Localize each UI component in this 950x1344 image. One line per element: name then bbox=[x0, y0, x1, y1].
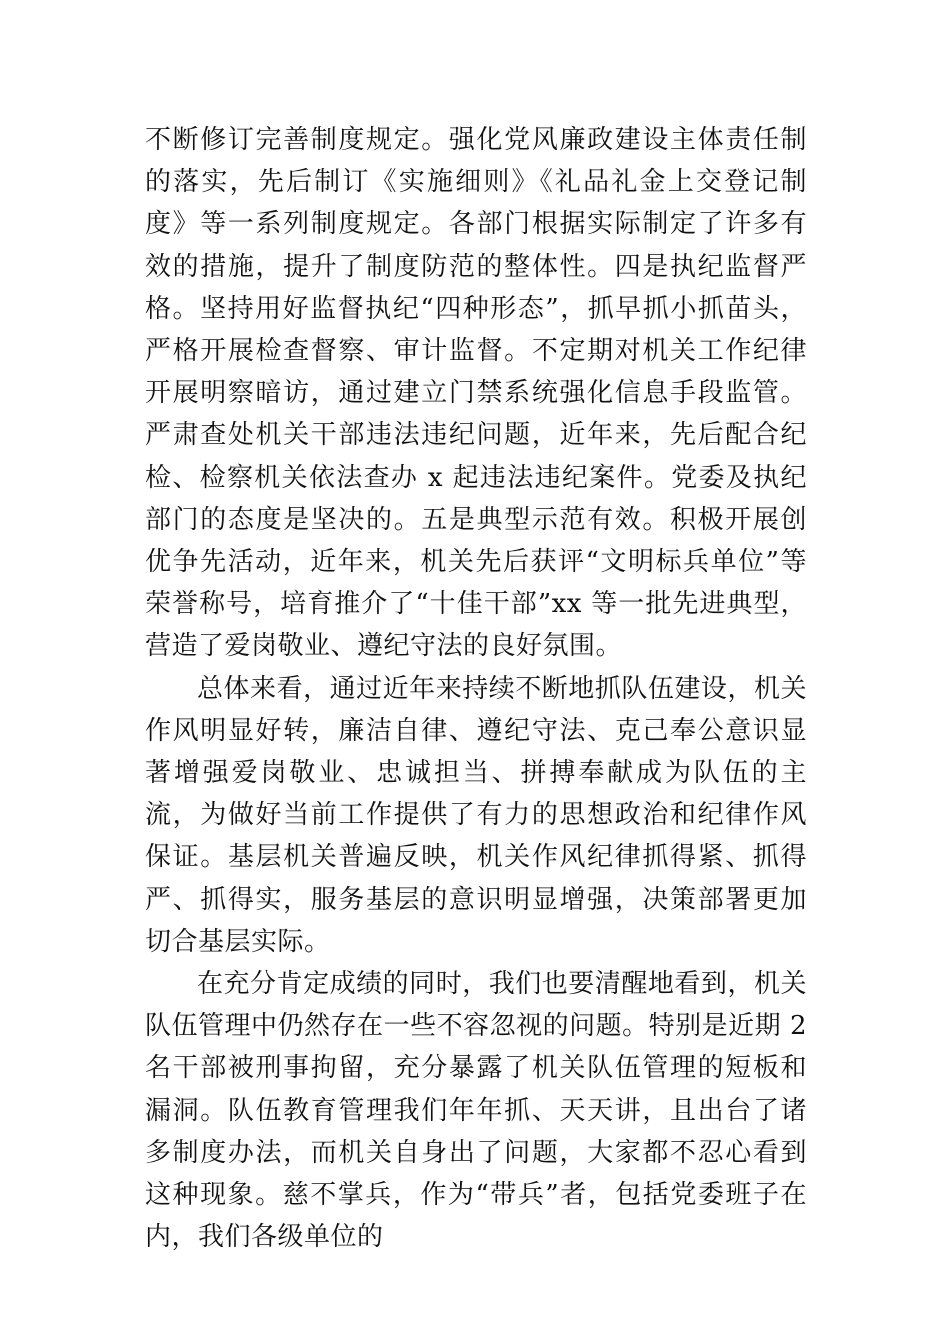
paragraph-2: 总体来看，通过近年来持续不断地抓队伍建设，机关作风明显好转，廉洁自律、遵纪守法、克己奉公意识显著增强爱岗敬业、忠诚担当、拼搏奉献成为队伍的主流，为做好当前工作提供了有力的思想政治和纪律作风保证。基层机关普遍反映，机关作风纪律抓得紧、抓得严、抓得实，服务基层的意识明显增强，决策部署更加切合基层实际。 bbox=[145, 673, 807, 957]
paragraph-1: 不断修订完善制度规定。强化党风廉政建设主体责任制的落实，先后制订《实施细则》《礼品礼金上交登记制度》等一系列制度规定。各部门根据实际制定了许多有效的措施，提升了制度防范的整体性。四是执纪监督严格。坚持用好监督执纪“四种形态”，抓早抓小抓苗头，严格开展检查督察、审计监督。不定期对机关工作纪律开展明察暗访，通过建立门禁系统强化信息手段监管。严肃查处机关干部违法违纪问题，近年来，先后配合纪检、检察机关依法查办 x 起违法违纪案件。党委及执纪部门的态度是坚决的。五是典型示范有效。积极开展创优争先活动，近年来，机关先后获评“文明标兵单位”等荣誉称号，培育推介了“十佳干部”xx 等一批先进典型，营造了爱岗敬业、遵纪守法的良好氛围。 bbox=[145, 125, 807, 662]
body-text bbox=[145, 119, 807, 1258]
paragraph-3: 在充分肯定成绩的同时，我们也要清醒地看到，机关队伍管理中仍然存在一些不容忽视的问题。特别是近期 2 名干部被刑事拘留，充分暴露了机关队伍管理的短板和漏洞。队伍教育管理我们年年抓、天天讲，且出台了诸多制度办法，而机关自身出了问题，大家都不忍心看到这种现象。慈不掌兵，作为“带兵”者，包括党委班子在内，我们各级单位的 bbox=[145, 969, 807, 1253]
